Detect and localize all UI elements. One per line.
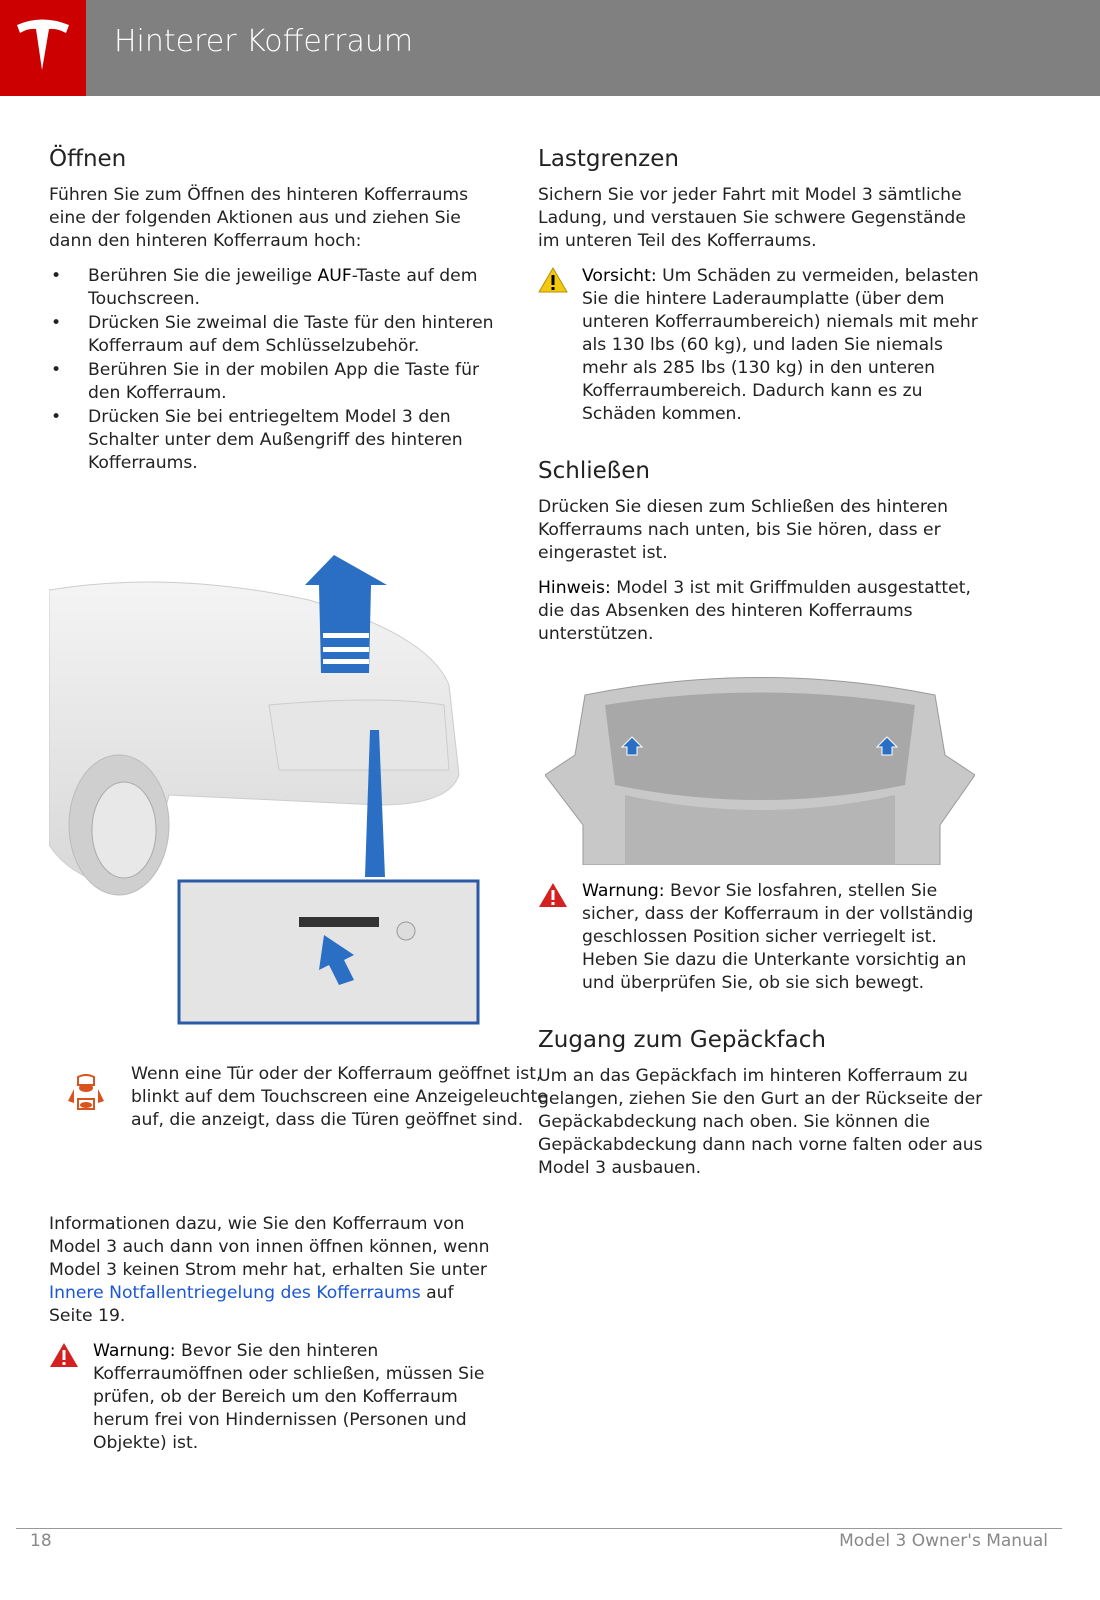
warning-text: Bevor Sie losfahren, stellen Sie sicher, dass der Kofferraum in der vollständig geschlossen Position sicher verriegelt ist. Heben Sie dazu die Unterkante vorsichtig an und überprüfen Sie, ob sie sich bewegt.: [582, 881, 974, 993]
info-text: [49, 1213, 494, 1328]
warning-text: Bevor Sie den hinteren Kofferraumöffnen oder schließen, müssen Sie prüfen, ob der Bereich um den Kofferraum herum frei von Hindernissen (Personen und Objekte) ist.: [93, 1341, 485, 1453]
caution-text: Um Schäden zu vermeiden, belasten Sie die hintere Laderaumplatte (über dem unteren Kofferraumbereich) niemals mit mehr als 130 lbs (60 kg), und laden Sie niemals mehr als 285 lbs (130 kg) in den unteren Kofferraumbereich. Dadurch kann es zu Schäden kommen.: [582, 266, 979, 424]
list-item: • Drücken Sie bei entriegeltem Model 3 den Schalter unter dem Außengriff des hinteren Kofferraums.: [49, 406, 494, 475]
right-bottom: [538, 880, 983, 1192]
warning-note-close: [538, 880, 983, 995]
heading-schliessen: Schließen: [538, 458, 650, 484]
list-item: • Berühren Sie in der mobilen App die Taste für den Kofferraum.: [49, 359, 494, 405]
luggage-text: Um an das Gepäckfach im hinteren Kofferraum zu gelangen, ziehen Sie den Gurt an der Rückseite der Gepäckabdeckung nach oben. Sie können die Gepäckabdeckung dann nach vorne falten oder aus Model 3 ausbauen.: [538, 1066, 983, 1178]
left-column: [49, 146, 494, 476]
trunk-open-illustration: [49, 555, 481, 1025]
right-column: [538, 146, 983, 658]
text: Berühren Sie die jeweilige: [88, 266, 318, 286]
close-text: Drücken Sie diesen zum Schließen des hinteren Kofferraums nach unten, bis Sie hören, dass er eingerastet ist.: [538, 497, 948, 563]
tesla-logo: [0, 0, 86, 96]
intro-text: Führen Sie zum Öffnen des hinteren Kofferraums eine der folgenden Aktionen aus und ziehen Sie dann den hinteren Kofferraum hoch:: [49, 185, 469, 251]
page-header: [0, 0, 1100, 96]
hint-text: Model 3 ist mit Griffmulden ausgestattet, die das Absenken des hinteren Kofferraums unterstützen.: [538, 578, 971, 644]
warning-label: Warnung:: [93, 1341, 176, 1361]
load-text: Sichern Sie vor jeder Fahrt mit Model 3 sämtliche Ladung, und verstauen Sie schwere Gegenstände im unteren Teil des Kofferraums.: [538, 185, 966, 251]
warning-note: [49, 1340, 494, 1455]
trunk-lid-illustration: [545, 665, 975, 865]
footer-divider: [16, 1528, 1062, 1529]
page-title: Hinterer Kofferraum: [114, 24, 414, 59]
warning-icon: [538, 882, 568, 912]
caution-label: Vorsicht:: [582, 266, 657, 286]
text: Informationen dazu, wie Sie den Kofferraum von Model 3 auch dann von innen öffnen können, wenn Model 3 keinen Strom mehr hat, erhalten Sie unter: [49, 1214, 490, 1280]
page-number: 18: [30, 1531, 52, 1551]
text: -Taste auf dem Touchscreen.: [88, 266, 478, 309]
left-bottom: [49, 1213, 494, 1467]
list-item: [49, 265, 494, 311]
open-methods-list: [49, 265, 494, 475]
door-open-note: [66, 1063, 556, 1144]
hint-note: [538, 577, 983, 646]
heading-lastgrenzen: Lastgrenzen: [538, 146, 679, 172]
door-open-indicator-icon: [66, 1073, 106, 1121]
door-open-text: Wenn eine Tür oder der Kofferraum geöffnet ist, blinkt auf dem Touchscreen eine Anzeigeleuchte auf, die anzeigt, dass die Türen geöffnet sind.: [131, 1064, 548, 1130]
heading-gepaeckfach: Zugang zum Gepäckfach: [538, 1027, 826, 1053]
caution-icon: [538, 267, 568, 297]
heading-oeffnen: Öffnen: [49, 146, 127, 172]
emergency-release-link[interactable]: Innere Notfallentriegelung des Kofferraums: [49, 1283, 421, 1303]
list-item: • Drücken Sie zweimal die Taste für den hinteren Kofferraum auf dem Schlüsselzubehör.: [49, 312, 494, 358]
warning-icon: [49, 1342, 79, 1372]
hint-label: Hinweis:: [538, 578, 611, 598]
auf-label: AUF: [317, 266, 352, 286]
caution-note: [538, 265, 983, 426]
text: auf Seite 19.: [49, 1283, 454, 1326]
warning-label: Warnung:: [582, 881, 665, 901]
manual-title: Model 3 Owner's Manual: [839, 1531, 1048, 1551]
